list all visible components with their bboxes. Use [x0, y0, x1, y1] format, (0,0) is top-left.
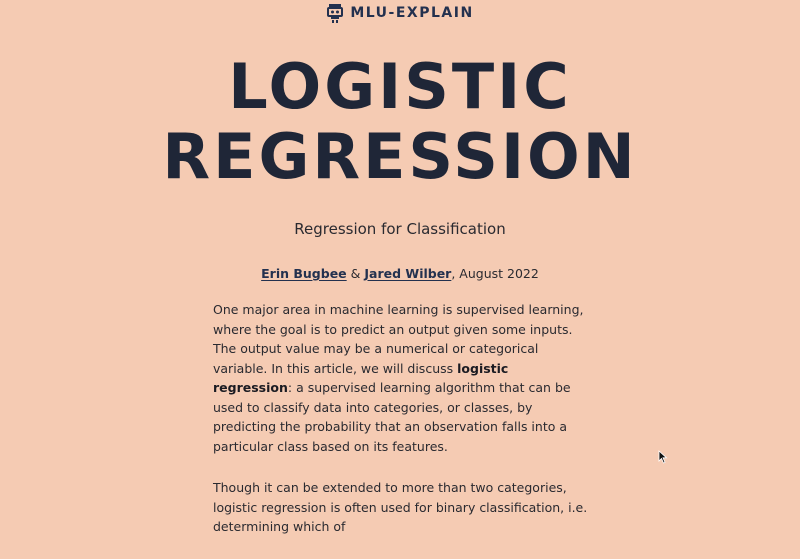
paragraph-1-bold-term: logistic regression — [213, 360, 509, 395]
byline — [0, 266, 800, 281]
article-body — [213, 300, 591, 559]
site-name-link[interactable]: MLU-EXPLAIN — [350, 5, 474, 21]
article-paragraph-1 — [213, 300, 591, 456]
page-title — [0, 52, 800, 192]
author-link-jared-wilber[interactable]: Jared Wilber — [364, 266, 452, 281]
paragraph-1-rest: : a supervised learning algorithm that can be used to classify data into categories, or classes, by predicting the probability that an observation falls into a particular class based on its features. — [213, 380, 571, 454]
robot-icon[interactable] — [326, 3, 344, 23]
page-title-line-2: REGRESSION — [162, 120, 638, 193]
byline-date: , August 2022 — [451, 266, 539, 281]
mouse-pointer-icon — [658, 449, 668, 463]
article-paragraph-2: Though it can be extended to more than two categories, logistic regression is often used for binary classification, i.e. determining which of — [213, 480, 588, 534]
author-link-erin-bugbee[interactable]: Erin Bugbee — [261, 266, 347, 281]
site-header — [0, 2, 800, 24]
page-title-line-1: LOGISTIC — [228, 50, 572, 123]
page-subtitle: Regression for Classification — [294, 220, 506, 238]
paragraph-1-intro: One major area in machine learning is supervised learning, where the goal is to predict an output given some inputs. The output value may be a numerical or categorical variable. In this article, we will discuss — [213, 302, 584, 376]
byline-separator: & — [346, 266, 365, 281]
